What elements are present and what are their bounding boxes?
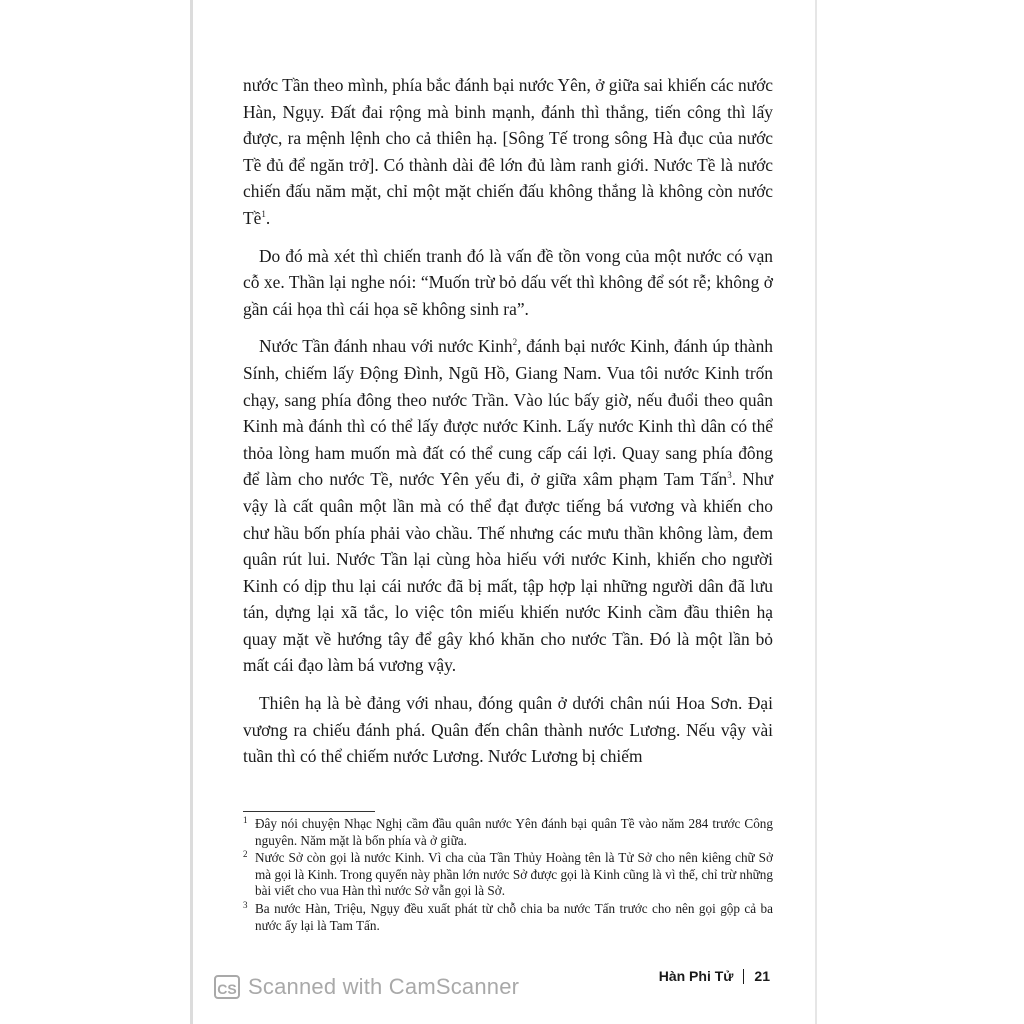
footnote-reference: 1 — [261, 209, 266, 220]
footnote-reference: 2 — [512, 337, 518, 348]
watermark-text: Scanned with CamScanner — [248, 974, 520, 999]
footnotes — [243, 816, 773, 935]
paragraph-text: . — [265, 207, 271, 228]
main-text — [243, 72, 773, 770]
paragraph-text: , đánh bại nước Kinh, đánh úp thành Sính, chiếm lấy Động Đình, Ngũ Hồ, Giang Nam. Vua tôi nước Kinh trốn chạy, sang phía đông theo nước Trần. Vào lúc bấy giờ, nếu đuổi theo quân Kinh mà đánh thì có thể lấy được nước Kinh. Lấy nước Kinh thì dân có thể thỏa lòng ham muốn mà đất có thể cung cấp cái lợi. Quay sang phía đông để làm cho nước Tề, nước Yên yếu đi, ở giữa xâm phạm Tam Tấn — [243, 336, 773, 490]
paragraph-text: nước Tần theo mình, phía bắc đánh bại nước Yên, ở giữa sai khiến các nước Hàn, Ngụy. Đất đai rộng mà binh mạnh, đánh thì thắng, tiến công thì lấy được, ra mệnh lệnh cho cả thiên hạ. [Sông Tế trong sông Hà đục của nước Tề đủ để ngăn trở]. Có thành dài đê lớn đủ làm ranh giới. Nước Tề là nước chiến đấu năm mặt, chỉ một mặt chiến đấu không thắng là không còn nước Tề — [243, 75, 773, 228]
page-edge-left — [190, 0, 193, 1024]
book-page-body — [243, 72, 773, 781]
footnote-reference: 3 — [727, 470, 732, 481]
running-footer-author: Hàn Phi Tử — [658, 968, 734, 984]
page-number: 21 — [754, 968, 770, 984]
page-edge-right — [815, 0, 817, 1024]
paragraph-text: Nước Tần đánh nhau với nước Kinh — [259, 336, 513, 357]
footnote: 3 Ba nước Hàn, Triệu, Ngụy đều xuất phát từ chỗ chia ba nước Tấn trước cho nên gọi gộp cả ba nước ấy lại là Tam Tấn. — [243, 899, 773, 933]
footnote-separator — [243, 811, 375, 812]
paragraph-text: . Như vậy là cất quân một lần mà có thể đạt được tiếng bá vương và khiến cho chư hầu bốn phía phải vào chầu. Thế nhưng các mưu thần không làm, đem quân rút lui. Nước Tần lại cùng hòa hiếu với nước Kinh, khiến cho người Kinh có dịp thu lại cái nước đã bị mất, tập hợp lại những người dân đã lưu tán, dựng lại xã tắc, lo việc tôn miếu khiến nước Kinh cầm đầu thiên hạ quay mặt về hướng tây để gây khó khăn cho nước Tần. Đó là một lần bỏ mất cái đạo làm bá vương vậy. — [243, 469, 773, 676]
camscanner-watermark — [214, 972, 519, 1002]
footnote: 2 Nước Sở còn gọi là nước Kinh. Vì cha của Tần Thủy Hoàng tên là Tử Sở cho nên kiêng chữ Sở mà gọi là Kinh. Trong quyển này phần lớn nước Sở được gọi là Kinh cũng là vì thế, chỉ trừ những bài viết cho vua Hàn thì nước Sở vẫn gọi là Sở. — [243, 848, 773, 899]
paragraph — [243, 690, 773, 770]
paragraph-text: Thiên hạ là bè đảng với nhau, đóng quân ở dưới chân núi Hoa Sơn. Đại vương ra chiếu đánh phá. Quân đến chân thành nước Lương. Nếu vậy vài tuần thì có thể chiếm nước Lương. Nước Lương bị chiếm — [243, 693, 773, 767]
paragraph — [243, 333, 773, 679]
paragraph — [243, 243, 773, 323]
footnote-text: Đây nói chuyện Nhạc Nghị cầm đầu quân nước Yên đánh bại quân Tề vào năm 284 trước Công nguyên. Năm mặt là bốn phía và ở giữa. — [255, 816, 773, 848]
footer-divider — [743, 969, 744, 984]
footnote: 1 Đây nói chuyện Nhạc Nghị cầm đầu quân nước Yên đánh bại quân Tề vào năm 284 trước Công nguyên. Năm mặt là bốn phía và ở giữa. — [243, 814, 773, 848]
footnote-text: Nước Sở còn gọi là nước Kinh. Vì cha của Tần Thủy Hoàng tên là Tử Sở cho nên kiêng chữ Sở mà gọi là Kinh. Trong quyển này phần lớn nước Sở được gọi là Kinh cũng là vì thế, chỉ trừ những bài viết cho vua Hàn thì nước Sở vẫn gọi là Sở. — [255, 850, 773, 899]
paragraph-text: Do đó mà xét thì chiến tranh đó là vấn đề tồn vong của một nước có vạn cỗ xe. Thần lại nghe nói: “Muốn trừ bỏ dấu vết thì không để sót rễ; không ở gần cái họa thì cái họa sẽ không sinh ra”. — [243, 245, 773, 319]
page-footer — [659, 968, 770, 984]
paragraph — [243, 72, 773, 232]
camscanner-logo-icon: CS — [214, 975, 240, 999]
footnote-text: Ba nước Hàn, Triệu, Ngụy đều xuất phát từ chỗ chia ba nước Tấn trước cho nên gọi gộp cả ba nước ấy lại là Tam Tấn. — [255, 900, 773, 933]
